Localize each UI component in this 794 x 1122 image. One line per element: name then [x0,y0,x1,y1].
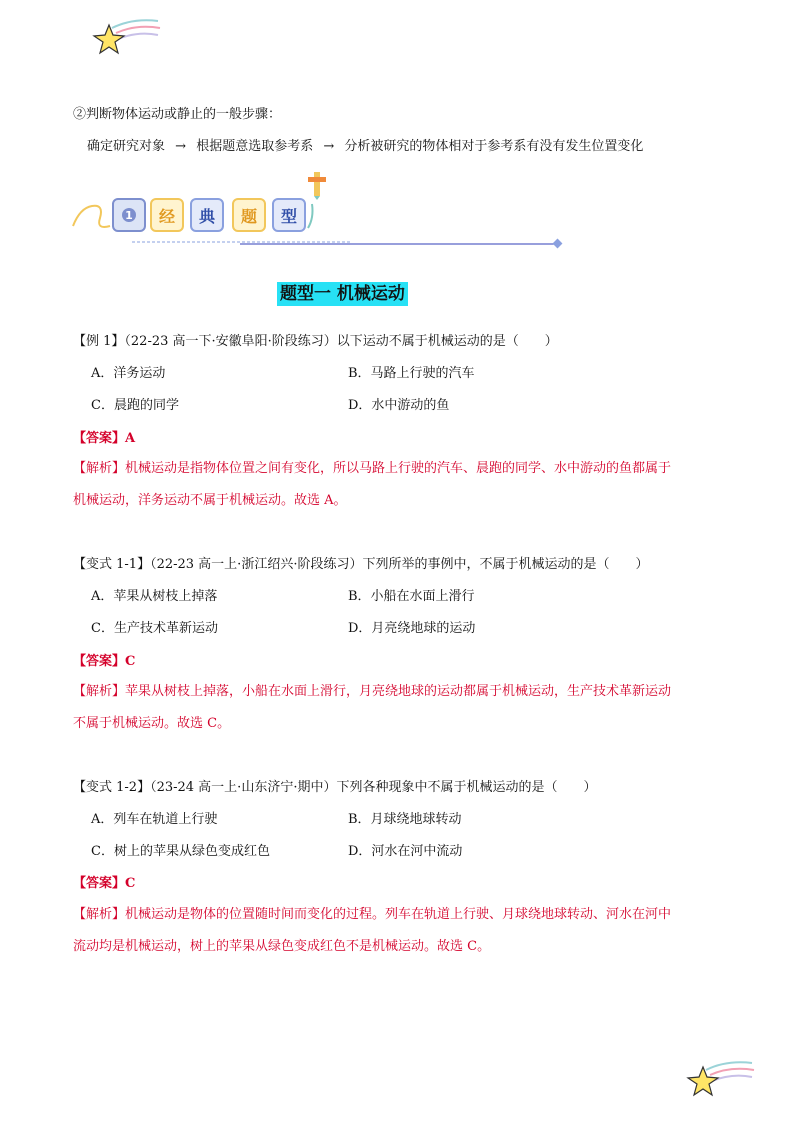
banner-char-4: 型 [272,198,306,232]
banner-char-1: 经 [150,198,184,232]
option-b: B．月球绕地球转动 [348,812,462,827]
option-a: A．洋务运动 [91,366,166,381]
question-label: 【变式 1-1】 [73,557,151,572]
shooting-star-icon [686,1058,756,1100]
option-c: C．树上的苹果从绿色变成红色 [91,844,270,859]
banner-number-tile: 1 [112,198,146,232]
steps-heading: ②判断物体运动或静止的一般步骤： [73,107,282,122]
option-c: C．生产技术革新运动 [91,621,218,636]
answer: 【答案】C [73,654,136,669]
arrow-icon: → [323,139,335,154]
option-d: D．月亮绕地球的运动 [348,621,476,636]
step-1: 确定研究对象 [87,139,166,154]
question-label: 【变式 1-2】 [73,780,151,795]
question-3-stem [73,776,596,795]
question-2-stem [73,553,648,572]
section-title: 题型一 机械运动 [277,282,408,306]
question-text: （23-24 高一上·山东济宁·期中）下列各种现象中不属于机械运动的是（ ） [150,780,597,795]
option-b: B．马路上行驶的汽车 [348,366,475,381]
analysis-line-2: 不属于机械运动。故选 C。 [73,716,231,731]
question-1-stem [73,330,558,349]
analysis-line-1: 【解析】机械运动是物体的位置随时间而变化的过程。列车在轨道上行驶、月球绕地球转动、河水在河中 [73,907,672,922]
question-text: （22-23 高一上·浙江绍兴·阶段练习）下列所举的事例中，不属于机械运动的是（ ） [150,557,649,572]
answer: 【答案】C [73,876,136,891]
banner-char-3: 题 [232,198,266,232]
analysis-line-1: 【解析】机械运动是指物体位置之间有变化，所以马路上行驶的汽车、晨跑的同学、水中游动的鱼都属于 [73,461,672,476]
banner-char-2: 典 [190,198,224,232]
question-label: 【例 1】 [73,334,125,349]
answer: 【答案】A [73,431,136,446]
step-3: 分析被研究的物体相对于参考系有没有发生位置变化 [344,139,644,154]
shooting-star-icon [92,16,162,58]
analysis-line-1: 【解析】苹果从树枝上掉落，小船在水面上滑行，月亮绕地球的运动都属于机械运动，生产技术革新运动 [73,684,672,699]
analysis-line-2: 机械运动，洋务运动不属于机械运动。故选 A。 [73,493,347,508]
option-a: A．苹果从树枝上掉落 [91,589,218,604]
option-a: A．列车在轨道上行驶 [91,812,218,827]
option-d: D．河水在河中流动 [348,844,463,859]
banner-decoration [70,168,590,258]
option-d: D．水中游动的鱼 [348,398,450,413]
step-2: 根据题意选取参考系 [196,139,314,154]
question-text: （22-23 高一下·安徽阜阳·阶段练习）以下运动不属于机械运动的是（ ） [124,334,558,349]
section-banner [70,168,590,258]
analysis-line-2: 流动均是机械运动，树上的苹果从绿色变成红色不是机械运动。故选 C。 [73,939,491,954]
steps-flow [87,135,643,154]
arrow-icon: → [175,139,187,154]
pencil-icon [306,170,328,200]
option-c: C．晨跑的同学 [91,398,179,413]
option-b: B．小船在水面上滑行 [348,589,475,604]
